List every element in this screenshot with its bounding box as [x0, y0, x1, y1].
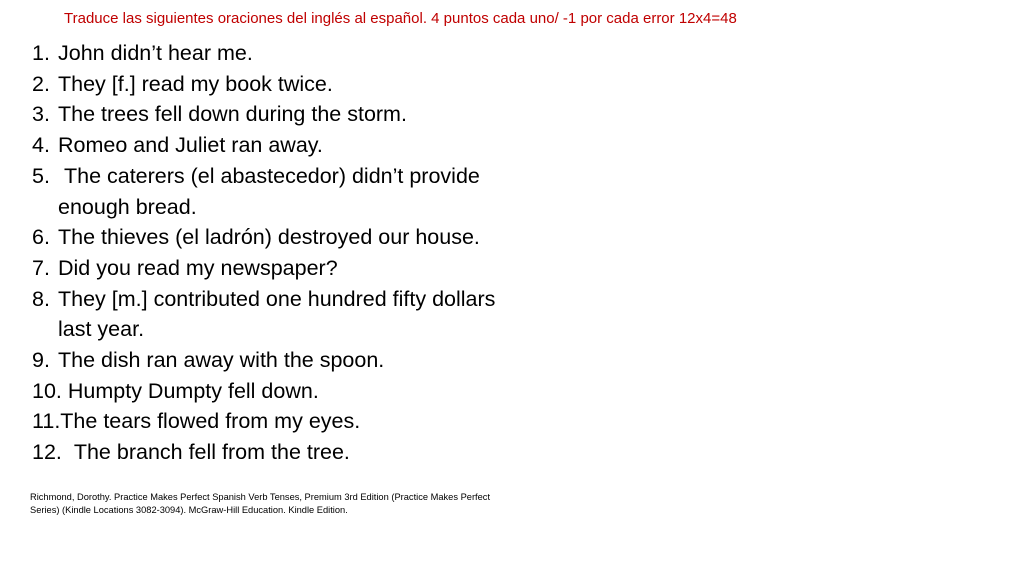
- item-number: 11.: [32, 409, 61, 434]
- item-number: 10.: [32, 378, 68, 403]
- item-text: The thieves (el ladrón) destroyed our house.: [58, 225, 480, 250]
- list-item: [32, 222, 532, 253]
- item-number: 1.: [32, 41, 50, 65]
- list-item: [32, 253, 532, 284]
- item-number: 6.: [32, 225, 50, 250]
- item-text: John didn’t hear me.: [58, 41, 253, 65]
- item-number: 5.: [32, 163, 50, 188]
- item-text: The branch fell from the tree.: [73, 440, 350, 465]
- citation-text: Richmond, Dorothy. Practice Makes Perfect Spanish Verb Tenses, Premium 3rd Edition (Practice Makes Perfect Series) (Kindle Locations 3082-3094). McGraw-Hill Education. Kindle Edition.: [30, 492, 491, 516]
- list-item: [32, 69, 532, 100]
- item-text: The dish ran away with the spoon.: [58, 348, 385, 373]
- list-item: [32, 161, 532, 222]
- item-number: 9.: [32, 348, 50, 373]
- item-number: 7.: [32, 255, 50, 280]
- item-text: The caterers (el abastecedor) didn’t provide enough bread.: [58, 163, 486, 219]
- item-text: The trees fell down during the storm.: [58, 102, 407, 127]
- item-text: The tears flowed from my eyes.: [60, 409, 361, 434]
- list-item: [32, 437, 532, 468]
- item-text: Romeo and Juliet ran away.: [58, 133, 323, 158]
- list-item: [32, 284, 532, 345]
- item-text: They [f.] read my book twice.: [58, 71, 333, 96]
- item-number: 2.: [32, 71, 50, 96]
- item-text: They [m.] contributed one hundred fifty dollars last year.: [58, 286, 502, 342]
- instruction-text: Traduce las siguientes oraciones del inglés al español. 4 puntos cada uno/ -1 por cada error 12x4=48: [64, 10, 737, 27]
- sentence-list: [32, 38, 532, 468]
- list-item: [32, 406, 532, 437]
- item-text: Did you read my newspaper?: [58, 255, 338, 280]
- item-number: 8.: [32, 286, 50, 311]
- list-item: [32, 38, 532, 69]
- list-item: [32, 376, 532, 407]
- item-number: 4.: [32, 133, 50, 158]
- item-number: 3.: [32, 102, 50, 127]
- list-item: [32, 345, 532, 376]
- list-item: [32, 130, 532, 161]
- list-item: [32, 99, 532, 130]
- item-number: 12.: [32, 440, 74, 465]
- item-text: Humpty Dumpty fell down.: [67, 378, 319, 403]
